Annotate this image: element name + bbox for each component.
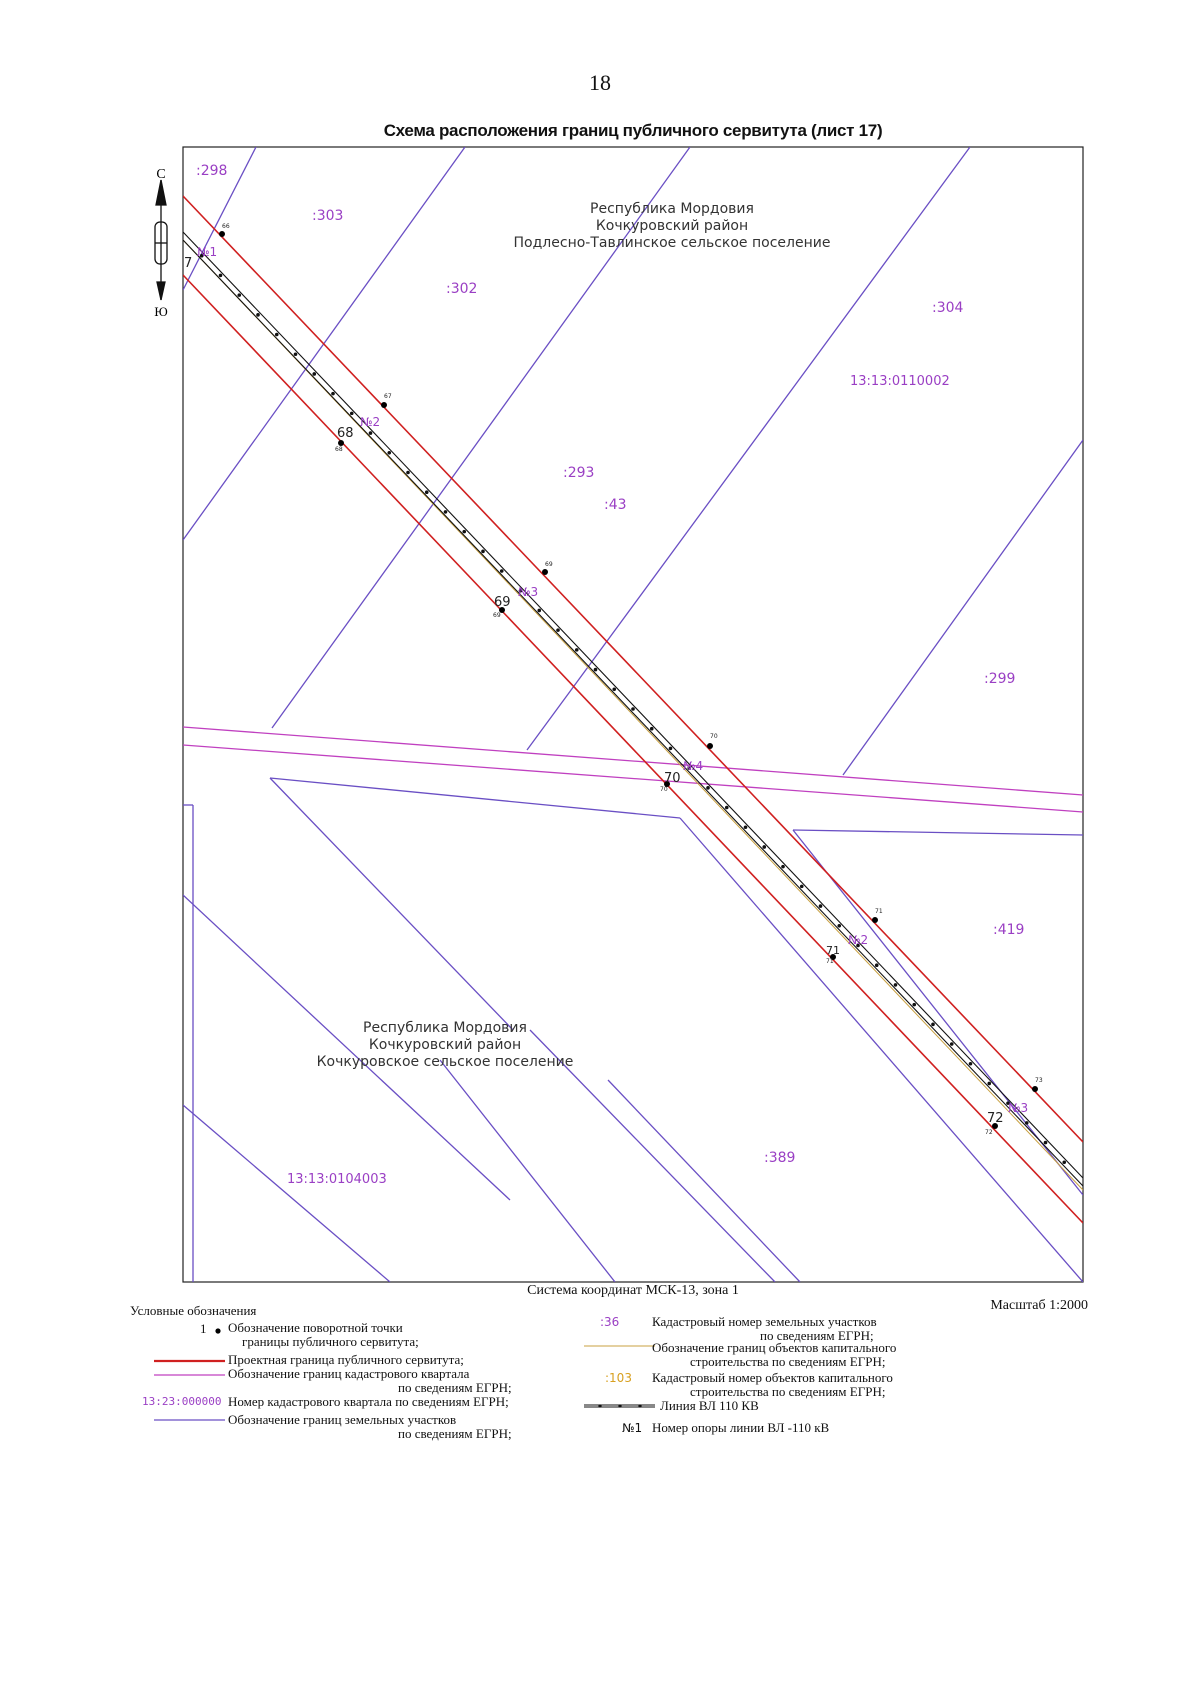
- power-line-marker: [875, 963, 879, 967]
- power-line-marker: [406, 471, 410, 475]
- power-line-marker: [462, 530, 466, 534]
- quarter-number: 13:13:0110002: [850, 374, 950, 389]
- legend-text: Кадастровый номер земельных участков: [652, 1314, 877, 1329]
- power-line-markers: [200, 254, 1066, 1164]
- power-line-marker: [762, 845, 766, 849]
- pole-number: №4: [683, 759, 704, 773]
- legend-text: строительства по сведениям ЕГРН;: [690, 1384, 886, 1399]
- legend: [130, 1303, 1090, 1463]
- parcel-number: :389: [764, 1150, 796, 1166]
- parcel-number: :302: [446, 281, 478, 297]
- power-line-marker: [800, 885, 804, 889]
- power-line-marker: [350, 412, 354, 416]
- point-number: 72: [987, 1111, 1004, 1126]
- power-line-marker: [481, 550, 485, 554]
- point-number: 69: [494, 595, 511, 610]
- north-label: С: [156, 167, 166, 182]
- power-line-marker: [312, 372, 316, 376]
- page-number: 18: [589, 70, 611, 95]
- parcel-number: :43: [604, 497, 627, 513]
- power-line-marker: [594, 668, 598, 672]
- legend-text: Обозначение границ объектов капитального: [652, 1340, 897, 1355]
- svg-text:Кочкуровский район: Кочкуровский район: [368, 1037, 522, 1053]
- power-line-marker: [219, 274, 223, 278]
- power-line-marker: [331, 392, 335, 396]
- power-line-marker: [425, 490, 429, 494]
- legend-text: по сведениям ЕГРН;: [398, 1380, 512, 1395]
- power-line-marker: [969, 1062, 973, 1066]
- legend-text: по сведениям ЕГРН;: [398, 1426, 512, 1441]
- power-line-marker: [837, 924, 841, 928]
- legend-symbol: №1: [622, 1421, 643, 1435]
- legend-text: границы публичного сервитута;: [242, 1334, 419, 1349]
- coordinate-system: Система координат МСК-13, зона 1: [527, 1283, 739, 1298]
- pole-number: №2: [360, 415, 381, 429]
- legend-text: Номер кадастрового квартала по сведениям ЕГРН;: [228, 1394, 509, 1409]
- point-number: 70: [664, 771, 681, 786]
- svg-text:70: 70: [710, 733, 718, 740]
- legend-text: по сведениям ЕГРН;: [760, 1328, 874, 1343]
- power-line-marker: [819, 904, 823, 908]
- power-line-marker: [537, 609, 541, 613]
- svg-text:71: 71: [826, 944, 840, 957]
- svg-text:68: 68: [335, 446, 343, 453]
- turning-points: [219, 231, 1038, 1129]
- legend-title: Условные обозначения: [130, 1303, 257, 1318]
- power-line-marker: [744, 825, 748, 829]
- parcel-number: :304: [932, 300, 964, 316]
- power-line-marker: [444, 510, 448, 514]
- svg-text:69: 69: [545, 561, 553, 568]
- map-title: Схема расположения границ публичного сервитута (лист 17): [383, 121, 883, 140]
- power-line-marker: [294, 352, 298, 356]
- svg-text:66: 66: [222, 223, 230, 230]
- power-line-marker: [575, 648, 579, 652]
- power-line-marker: [612, 687, 616, 691]
- power-line-marker: [912, 1003, 916, 1007]
- legend-text: Номер опоры линии ВЛ -110 кВ: [652, 1420, 830, 1435]
- point-number: 68: [337, 426, 354, 441]
- power-line-marker: [500, 569, 504, 573]
- legend-text: строительства по сведениям ЕГРН;: [690, 1354, 886, 1369]
- parcel-number: :299: [984, 671, 1016, 687]
- point-number-71: [826, 944, 840, 957]
- legend-symbol: 1: [200, 1321, 207, 1336]
- pole-number: №2: [848, 933, 869, 947]
- svg-text:67: 67: [384, 393, 392, 400]
- svg-text:Кочкуровский район: Кочкуровский район: [595, 218, 749, 234]
- parcel-number: :293: [563, 465, 595, 481]
- svg-text:70: 70: [660, 786, 668, 793]
- power-line-marker: [631, 707, 635, 711]
- power-line-marker: [669, 747, 673, 751]
- quarter-boundary: [183, 727, 1083, 812]
- power-line-marker: [275, 333, 279, 337]
- point-number: 7: [184, 256, 193, 271]
- pole-number: №3: [518, 585, 539, 599]
- region-label-north: [514, 201, 831, 251]
- power-line-marker: [256, 313, 260, 317]
- svg-text:71: 71: [826, 958, 834, 965]
- parcel-number: :303: [312, 208, 344, 224]
- power-line-marker: [556, 628, 560, 632]
- legend-symbol: :103: [605, 1371, 632, 1385]
- north-arrow-icon: [155, 180, 167, 300]
- power-line-marker: [950, 1042, 954, 1046]
- power-line-marker: [781, 865, 785, 869]
- parcel-number: :419: [993, 922, 1025, 938]
- power-line-marker: [1025, 1121, 1029, 1125]
- svg-text:71: 71: [875, 908, 883, 915]
- power-line-marker: [706, 786, 710, 790]
- power-line-marker: [237, 293, 241, 297]
- svg-text:Республика Мордовия: Республика Мордовия: [363, 1020, 527, 1036]
- power-line-marker: [650, 727, 654, 731]
- power-line-marker: [369, 431, 373, 435]
- svg-text:Республика Мордовия: Республика Мордовия: [590, 201, 754, 217]
- parcel-numbers: [196, 163, 1024, 1166]
- svg-text:69: 69: [493, 612, 501, 619]
- svg-text:Подлесно-Тавлинское сельское п: Подлесно-Тавлинское сельское поселение: [513, 235, 831, 251]
- svg-text:72: 72: [985, 1129, 993, 1136]
- map-scale: Масштаб 1:2000: [990, 1298, 1088, 1313]
- legend-text: Кадастровый номер объектов капитального: [652, 1370, 893, 1385]
- svg-text:73: 73: [1035, 1077, 1043, 1084]
- legend-text: Проектная граница публичного сервитута;: [228, 1352, 464, 1367]
- legend-text: Обозначение границ земельных участков: [228, 1412, 457, 1427]
- legend-symbol: :36: [600, 1315, 620, 1329]
- power-line-marker: [894, 983, 898, 987]
- power-line-marker: [931, 1023, 935, 1027]
- power-line-marker: [1062, 1160, 1066, 1164]
- power-line-marker: [387, 451, 391, 455]
- pole-number: №3: [1008, 1101, 1029, 1115]
- power-line-marker: [725, 806, 729, 810]
- legend-text: Обозначение поворотной точки: [228, 1320, 403, 1335]
- parcel-number: :298: [196, 163, 228, 179]
- power-line-marker: [1044, 1141, 1048, 1145]
- legend-symbol: 13:23:000000: [142, 1395, 222, 1408]
- legend-text: Обозначение границ кадастрового квартала: [228, 1366, 470, 1381]
- legend-text: Линия ВЛ 110 КВ: [660, 1398, 759, 1413]
- region-label-south: [317, 1020, 574, 1070]
- power-line-marker: [987, 1082, 991, 1086]
- quarter-number: 13:13:0104003: [287, 1172, 387, 1187]
- south-label: Ю: [154, 304, 168, 319]
- point-numbers-small: [222, 223, 1043, 1136]
- pole-number: №1: [197, 245, 218, 259]
- svg-text:Кочкуровское сельское поселени: Кочкуровское сельское поселение: [316, 1054, 574, 1070]
